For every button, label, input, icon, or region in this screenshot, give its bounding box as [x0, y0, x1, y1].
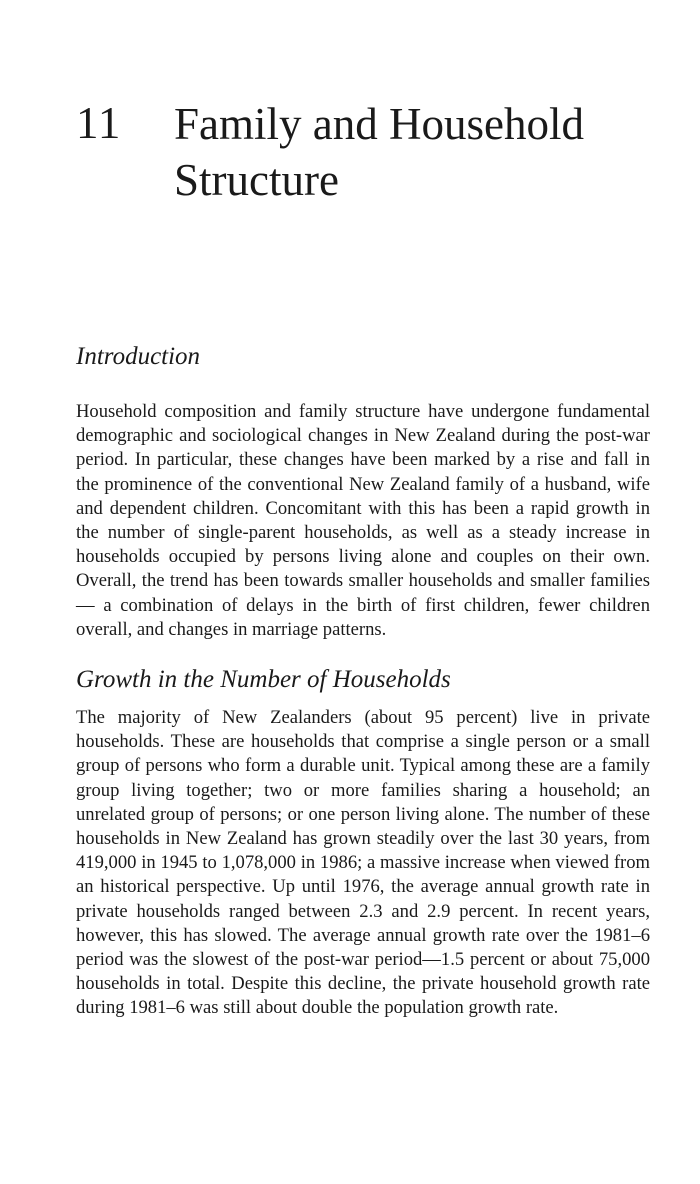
- section-growth-households: [76, 665, 650, 1021]
- section-heading: Growth in the Number of Households: [76, 666, 451, 693]
- chapter-number: 11: [76, 98, 122, 148]
- section-paragraph: Household composition and family structure have undergone fundamental demographic and sociological changes in New Zealand during the post-war period. In particular, these changes have been marked by a rise and fall in the prominence of the conventional New Zealand family of a husband, wife and dependent children. Concomitant with this has been a rapid growth in the number of single-parent households, as well as a steady increase in households occupied by persons living alone and couples on their own. Overall, the trend has been towards smaller households and smaller families— a combination of delays in the birth of first children, fewer children overall, and changes in marriage patterns.: [76, 401, 650, 640]
- section-introduction: [76, 342, 650, 642]
- section-paragraph: The majority of New Zealanders (about 95 percent) live in private households. These are households that comprise a single person or a small group of persons who form a durable unit. Typical among these are a family group living together; two or more families sharing a household; an unrelated group of persons; or one person living alone. The number of these households in New Zealand has grown steadily over the last 30 years, from 419,000 in 1945 to 1,078,000 in 1986; a massive increase when viewed from an historical perspective. Up until 1976, the average annual growth rate in private households ranged between 2.3 and 2.9 percent. In recent years, however, this has slowed. The average annual growth rate over the 1981–6 period was the slowest of the post-war period—1.5 percent or about 75,000 households in total. Despite this decline, the private household growth rate during 1981–6 was still about double the population growth rate.: [76, 707, 650, 1019]
- section-heading: Introduction: [76, 343, 201, 370]
- chapter-title: Family and Household Structure: [174, 99, 584, 205]
